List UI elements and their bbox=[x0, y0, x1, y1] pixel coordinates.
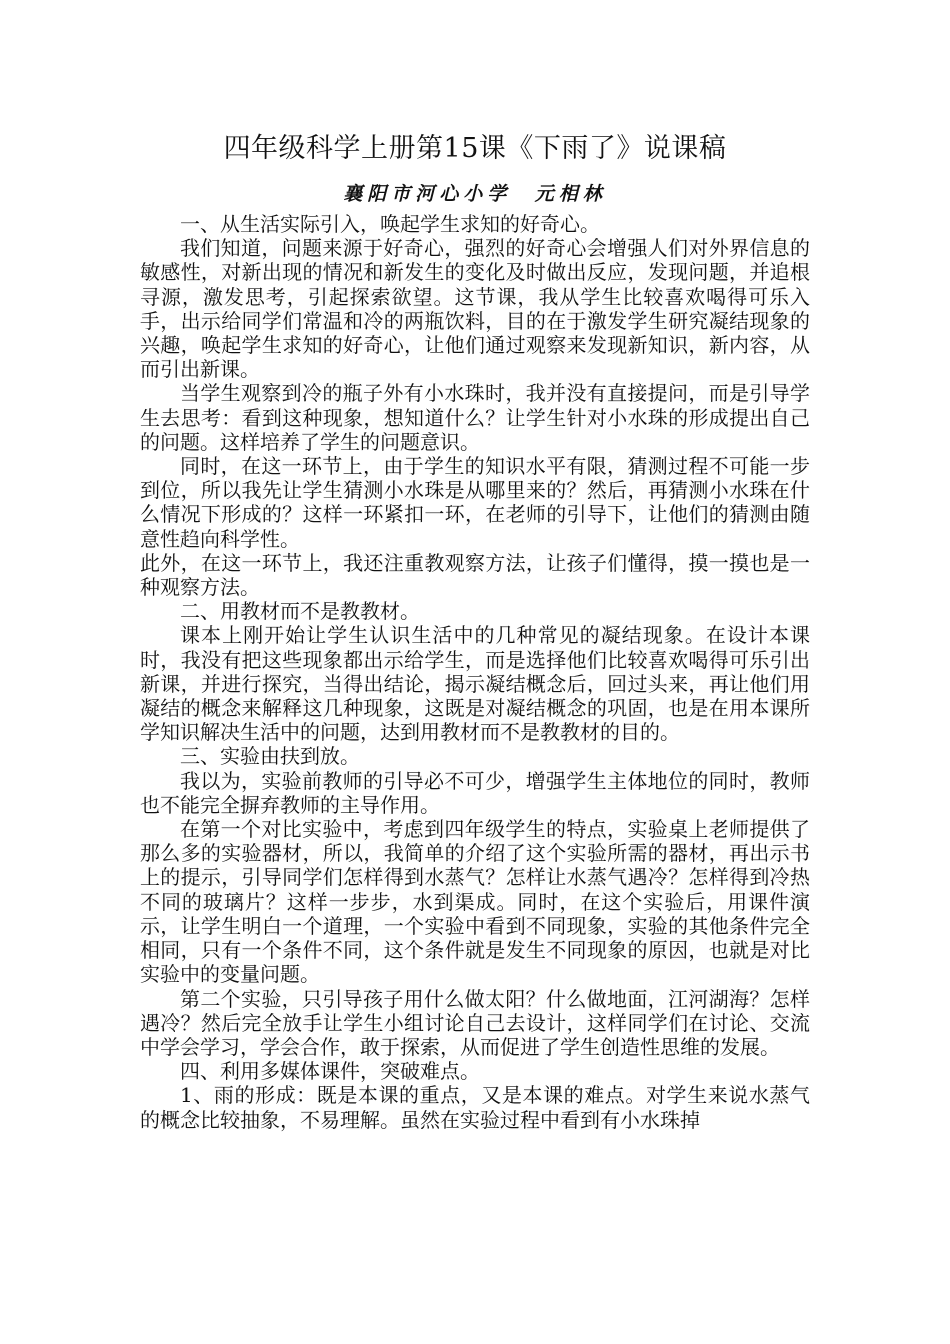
section-heading-4: 四、利用多媒体课件，突破难点。 bbox=[180, 1059, 480, 1084]
paragraph: 此外，在这一环节上，我还注重教观察方法，让孩子们懂得，摸一摸也是一种观察方法。 bbox=[140, 550, 810, 600]
document-author: 襄阳市河心小学 元相林 bbox=[343, 183, 607, 205]
paragraph: 第二个实验，只引导孩子用什么做太阳？什么做地面，江河湖海？怎样遇冷？然后完全放手让学生小组讨论自己去设计，这样同学们在讨论、交流中学会学习，学会合作，敢于探索，从而促进了学生创造性思维的发展。 bbox=[140, 986, 810, 1059]
paragraph: 同时，在这一环节上，由于学生的知识水平有限，猜测过程不可能一步到位，所以我先让学生猜测小水珠是从哪里来的？然后，再猜测小水珠在什么情况下形成的？这样一环紧扣一环，在老师的引导下，让他们的猜测由随意性趋向科学性。 bbox=[140, 454, 810, 551]
section-heading-3: 三、实验由扶到放。 bbox=[180, 744, 360, 769]
section-heading-1: 一、从生活实际引入，唤起学生求知的好奇心。 bbox=[180, 212, 600, 236]
paragraph: 当学生观察到冷的瓶子外有小水珠时，我并没有直接提问，而是引导学生去思考：看到这种现象，想知道什么？让学生针对小水珠的形成提出自己的问题。这样培养了学生的问题意识。 bbox=[140, 381, 810, 454]
paragraph: 在第一个对比实验中，考虑到四年级学生的特点，实验桌上老师提供了那么多的实验器材，所以，我简单的介绍了这个实验所需的器材，再出示书上的提示，引导同学们怎样得到水蒸气？怎样让水蒸气遇冷？怎样得到冷热不同的玻璃片？这样一步步，水到渠成。同时，在这个实验后，用课件演示，让学生明白一个道理，一个实验中看到不同现象，实验的其他条件完全相同，只有一个条件不同，这个条件就是发生不同现象的原因，也就是对比实验中的变量问题。 bbox=[140, 817, 810, 987]
paragraph: 我以为，实验前教师的引导必不可少，增强学生主体地位的同时，教师也不能完全摒弃教师的主导作用。 bbox=[140, 768, 810, 817]
paragraph: 1、雨的形成：既是本课的重点，又是本课的难点。对学生来说水蒸气的概念比较抽象，不易理解。虽然在实验过程中看到有小水珠掉 bbox=[140, 1083, 810, 1132]
section-heading-2: 二、用教材而不是教教材。 bbox=[180, 599, 420, 624]
document-body bbox=[140, 212, 810, 1132]
paragraph: 我们知道，问题来源于好奇心，强烈的好奇心会增强人们对外界信息的敏感性，对新出现的情况和新发生的变化及时做出反应，发现问题，并追根寻源，激发思考，引起探索欲望。这节课，我从学生比较喜欢喝得可乐入手，出示给同学们常温和冷的两瓶饮料，目的在于激发学生研究凝结现象的兴趣，唤起学生求知的好奇心，让他们通过观察来发现新知识，新内容，从而引出新课。 bbox=[140, 236, 810, 382]
document-title: 四年级科学上册第15课《下雨了》说课稿 bbox=[223, 133, 727, 164]
paragraph: 课本上刚开始让学生认识生活中的几种常见的凝结现象。在设计本课时，我没有把这些现象都出示给学生，而是选择他们比较喜欢喝得可乐引出新课，并进行探究，当得出结论，揭示凝结概念后，回过头来，再让他们用凝结的概念来解释这几种现象，这既是对凝结概念的巩固，也是在用本课所学知识解决生活中的问题，达到用教材而不是教教材的目的。 bbox=[140, 623, 810, 745]
document-page bbox=[140, 128, 810, 1132]
